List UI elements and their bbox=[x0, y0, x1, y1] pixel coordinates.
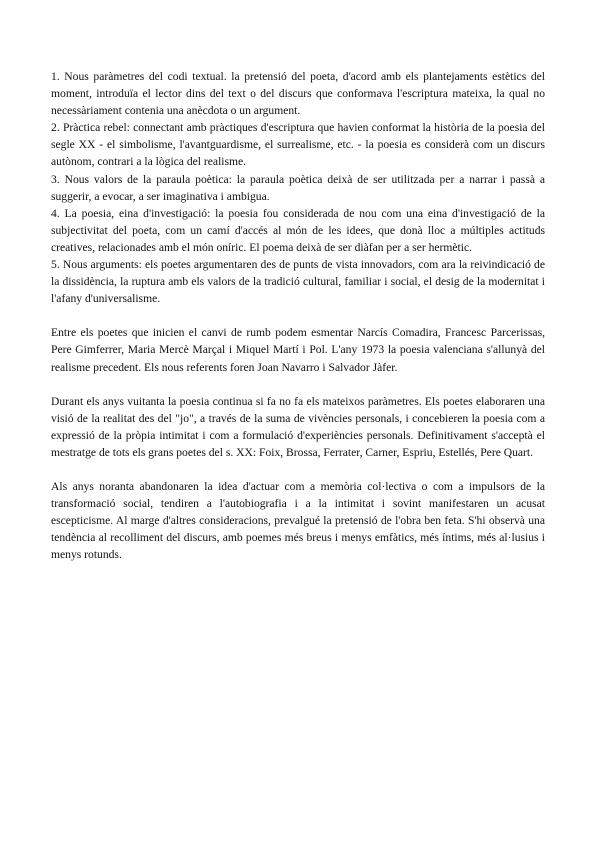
numbered-list bbox=[51, 68, 545, 307]
paragraph-nineties: Als anys noranta abandonaren la idea d'actuar com a memòria col·lectiva o com a impulsors de la transformació social, tendiren a l'autobiografia i a la intimitat i sovint manifestaren un acusat escepticisme. Al marge d'altres consideracions, prevalgué la pretensió de l'obra ben feta. S'hi observà una tendència al recolliment del discurs, amb poemes més breus i menys emfàtics, més íntims, més al·lusius i menys rotunds. bbox=[51, 479, 545, 562]
paragraph-poets: Entre els poetes que inicien el canvi de rumb podem esmentar Narcís Comadira, Francesc Parcerissas, Pere Gimferrer, Maria Mercè Marçal i Miquel Martí i Pol. L'any 1973 la poesia valenciana s'allunyà del realisme precedent. Els nous referents foren Joan Navarro i Salvador Jàfer. bbox=[51, 326, 545, 374]
list-item-1: 1. Nous paràmetres del codi textual. la pretensió del poeta, d'acord amb els plantejaments estètics del moment, introduïa el lector dins del text o del discurs que conformava l'escriptura mateixa, la qual no necessàriament contenia una anècdota o un argument. bbox=[51, 70, 545, 118]
paragraph-eighties: Durant els anys vuitanta la poesia continua si fa no fa els mateixos paràmetres. Els poetes elaboraren una visió de la realitat des del "jo", a través de la suma de vivències personals, i concebieren la poesia com a expressió de la pròpia intimitat i com a formulació d'experiències personals. Definitivament s'acceptà el mestratge de tots els grans poetes del s. XX: Foix, Brossa, Ferrater, Carner, Espriu, Estellés, Pere Quart. bbox=[51, 394, 545, 459]
list-item-3: 3. Nous valors de la paraula poètica: la paraula poètica deixà de ser utilitzada per a narrar i passà a suggerir, a evocar, a ser imaginativa i ambigua. bbox=[51, 172, 545, 203]
list-item-4: 4. La poesia, eina d'investigació: la poesia fou considerada de nou com una eina d'investigació de la subjectivitat del poeta, com un camí d'accés al món de les idees, que donà lloc a múltiples actituds creatives, relacionades amb el món oníric. El poema deixà de ser diàfan per a ser hermètic. bbox=[51, 206, 545, 254]
list-item-2: 2. Pràctica rebel: connectant amb pràctiques d'escriptura que havien conformat la història de la poesia del segle XX - el simbolisme, l'avantguardisme, el surrealisme, etc. - la poesia es considerà com un discurs autònom, contrari a la lògica del realisme. bbox=[51, 121, 545, 169]
list-item-5: 5. Nous arguments: els poetes argumentaren des de punts de vista innovadors, com ara la reivindicació de la dissidència, la ruptura amb els valors de la tradició cultural, familiar i social, el desig de la modernitat i l'afany d'universalisme. bbox=[51, 258, 545, 306]
